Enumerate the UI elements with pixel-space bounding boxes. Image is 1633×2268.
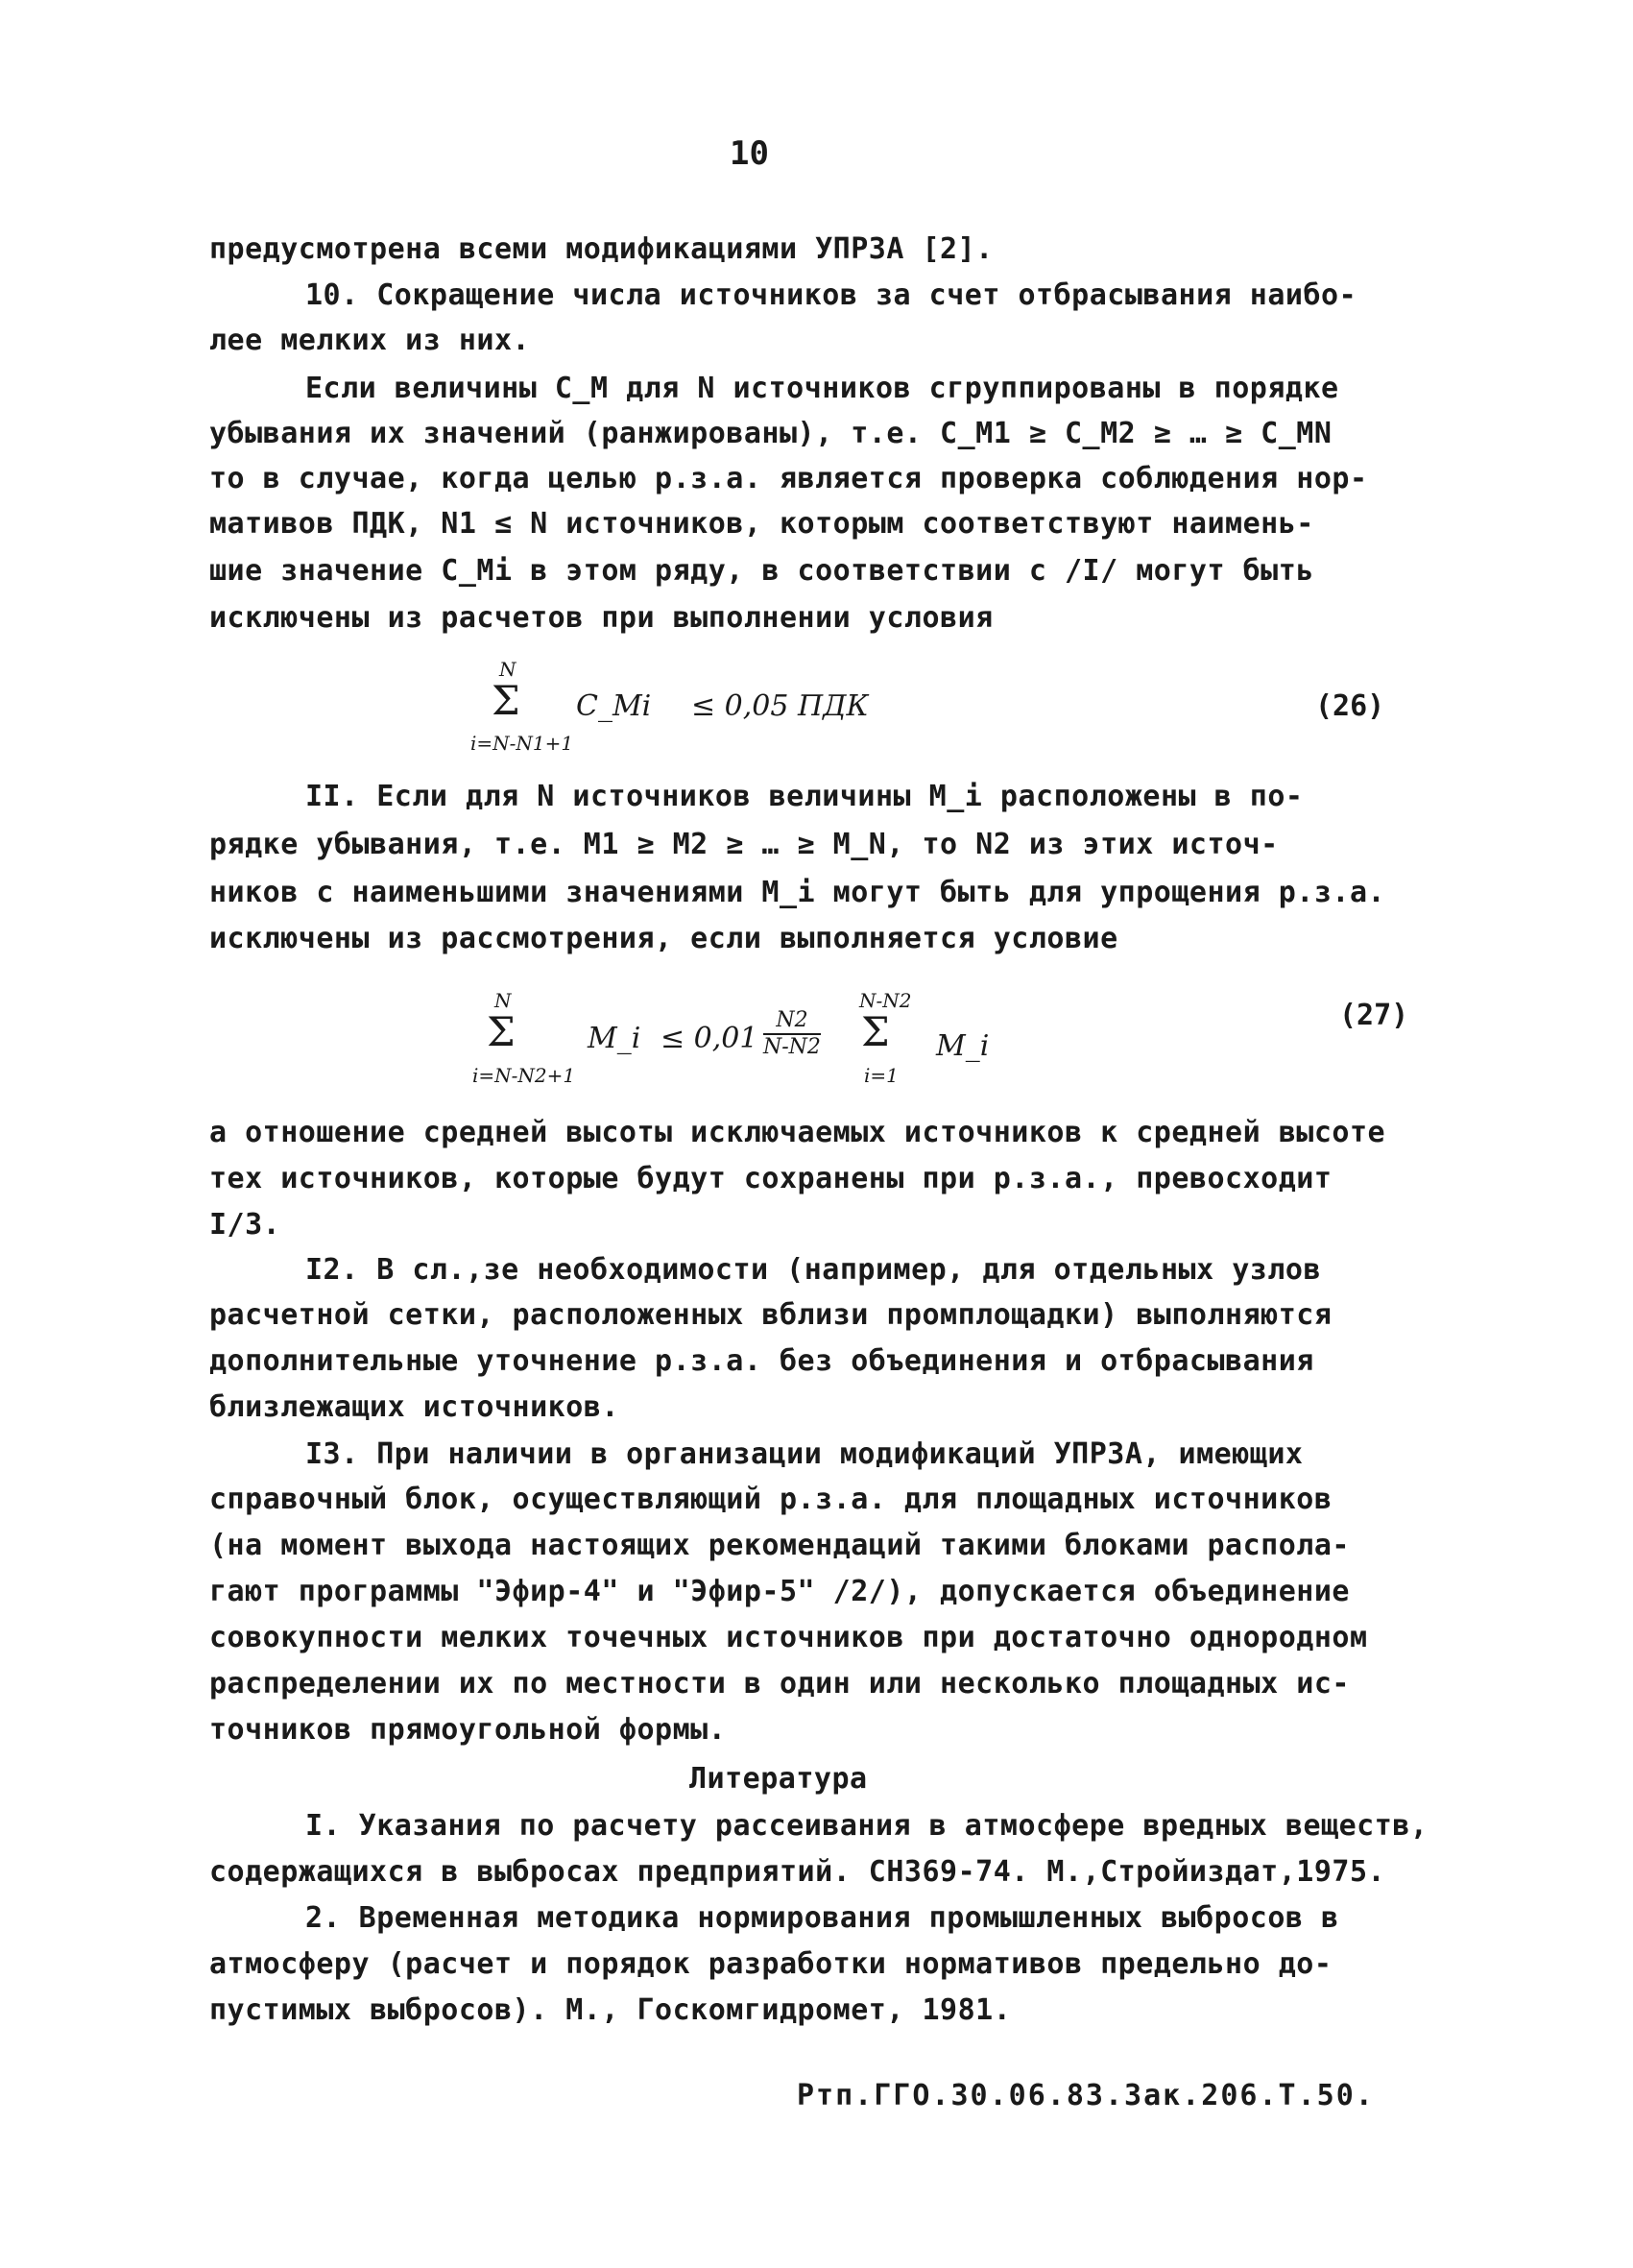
item-10-line: лее мелких из них. [209, 324, 531, 357]
formula-27-number: (27) [1339, 999, 1409, 1032]
item-13-line: распределении их по местности в один или несколько площадных ис- [209, 1667, 1350, 1701]
formula-27-sum-top: N [494, 989, 512, 1012]
ref-1-line: I. Указания по расчету рассеивания в атмосфере вредных веществ, [305, 1809, 1429, 1843]
item-12-line: I2. В сл.,зе необходимости (например, для отдельных узлов [305, 1253, 1322, 1287]
para-cm-line: исключены из расчетов при выполнении условия [209, 601, 994, 635]
item-10-line: 10. Сокращение числа источников за счет отбрасывания наибо- [305, 278, 1357, 312]
formula-27-fraction [763, 1008, 821, 1060]
formula-26-relation: ≤ 0,05 ПДК [691, 689, 869, 723]
formula-27-frac-num: N2 [763, 1008, 821, 1035]
para-cm-line: убывания их значений (ранжированы), т.е. C_M1 ≥ C_M2 ≥ … ≥ C_MN [209, 417, 1333, 450]
para-line: тех источников, которые будут сохранены при р.з.а., превосходит [209, 1162, 1333, 1195]
para-line: а отношение средней высоты исключаемых источников к средней высоте [209, 1116, 1386, 1149]
literature-heading: Литература [689, 1762, 868, 1796]
item-13-line: гают программы "Эфир-4" и "Эфир-5" /2/), допускается объединение [209, 1575, 1350, 1608]
formula-27-relation: ≤ 0,01 [660, 1022, 758, 1055]
formula-26-term: C_Mi [576, 689, 652, 723]
item-12-line: близлежащих источников. [209, 1390, 619, 1424]
item-13-line: совокупности мелких точечных источников при достаточно однородном [209, 1621, 1368, 1654]
ref-2-line: пустимых выбросов). М., Госкомгидромет, 1981. [209, 1993, 1012, 2027]
formula-27-frac-den: N-N2 [763, 1035, 821, 1059]
page-number: 10 [730, 134, 769, 173]
formula-27-sigma: Σ [487, 1008, 516, 1055]
item-13-line: справочный блок, осуществляющий р.з.а. для площадных источников [209, 1483, 1333, 1516]
formula-27-sum-bottom: i=N-N2+1 [472, 1064, 576, 1087]
para-cm-line: мативов ПДК, N1 ≤ N источников, которым соответствуют наимень- [209, 507, 1314, 541]
item-11-line: II. Если для N источников величины M_i расположены в по- [305, 780, 1304, 813]
formula-26-sigma: Σ [492, 677, 520, 724]
formula-26-sum-bottom: i=N-N1+1 [470, 732, 574, 755]
item-13-line: точников прямоугольной формы. [209, 1713, 727, 1747]
item-12-line: расчетной сетки, расположенных вблизи промплощадки) выполняются [209, 1298, 1333, 1332]
formula-27-sum2-bottom: i=1 [864, 1064, 899, 1087]
item-13-line: I3. При наличии в организации модификаций УПРЗА, имеющих [305, 1437, 1304, 1471]
formula-26-sum-top: N [499, 658, 516, 681]
formula-27-sigma2: Σ [861, 1008, 890, 1055]
print-signature: Ртп.ГГО.30.06.83.Зак.206.Т.50. [797, 2079, 1375, 2112]
item-11-line: рядке убывания, т.е. M1 ≥ M2 ≥ … ≥ M_N, то N2 из этих источ- [209, 828, 1279, 861]
ref-2-line: атмосферу (расчет и порядок разработки нормативов предельно до- [209, 1947, 1333, 1981]
paragraph-line: предусмотрена всеми модификациями УПРЗА [2]. [209, 232, 994, 266]
para-cm-line: Если величины C_M для N источников сгруппированы в порядке [305, 372, 1339, 405]
ref-2-line: 2. Временная методика нормирования промышленных выбросов в [305, 1901, 1339, 1935]
item-12-line: дополнительные уточнение р.з.а. без объединения и отбрасывания [209, 1344, 1314, 1378]
item-13-line: (на момент выхода настоящих рекомендаций такими блоками распола- [209, 1529, 1350, 1562]
formula-27-term2: M_i [936, 1029, 990, 1063]
item-11-line: ников с наименьшими значениями M_i могут быть для упрощения р.з.а. [209, 876, 1386, 909]
formula-27-sum2-top: N-N2 [859, 989, 912, 1012]
para-cm-line: шие значение C_Mi в этом ряду, в соответствии с /I/ могут быть [209, 554, 1314, 588]
para-cm-line: то в случае, когда целью р.з.а. является проверка соблюдения нор- [209, 462, 1368, 495]
item-11-line: исключены из рассмотрения, если выполняется условие [209, 922, 1118, 955]
ref-1-line: содержащихся в выбросах предприятий. СН369-74. М.,Стройиздат,1975. [209, 1855, 1386, 1889]
formula-26-number: (26) [1315, 689, 1385, 723]
formula-27-term: M_i [588, 1022, 641, 1055]
para-line: I/3. [209, 1208, 281, 1242]
